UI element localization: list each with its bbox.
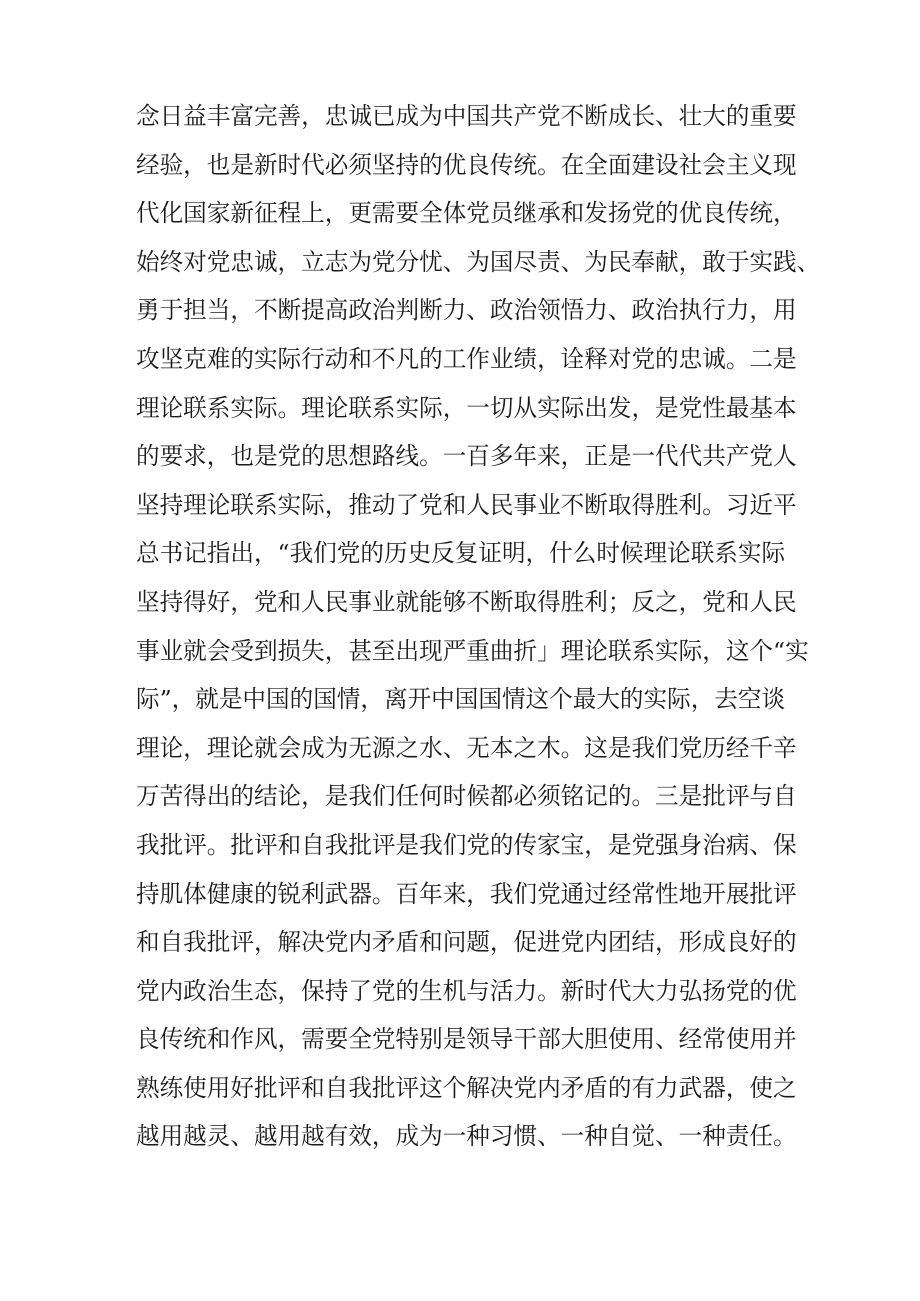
text-line: 理论，理论就会成为无源之水、无本之木。这是我们党历经千辛 <box>136 733 797 762</box>
text-line: 坚持得好，党和人民事业就能够不断取得胜利；反之，党和人民 <box>136 587 797 616</box>
text-line: 勇于担当，不断提高政治判断力、政治领悟力、政治执行力，用 <box>136 296 797 325</box>
text-line: 万苦得出的结论，是我们任何时候都必须铭记的。三是批评与自 <box>136 782 797 811</box>
text-line: 总书记指出，“我们党的历史反复证明，什么时候理论联系实际 <box>136 539 786 568</box>
text-line: 坚持理论联系实际，推动了党和人民事业不断取得胜利。习近平 <box>136 490 797 519</box>
text-line: 经验，也是新时代必须坚持的优良传统。在全面建设社会主义现 <box>136 150 797 179</box>
text-line: 我批评。批评和自我批评是我们党的传家宝，是党强身治病、保 <box>136 830 797 859</box>
text-line: 代化国家新征程上，更需要全体党员继承和发扬党的优良传统， <box>136 199 797 228</box>
text-line: 事业就会受到损失，甚至出现严重曲折」理论联系实际，这个“实 <box>136 636 809 665</box>
text-line: 攻坚克难的实际行动和不凡的工作业绩，诠释对党的忠诚。二是 <box>136 344 797 373</box>
text-line: 念日益丰富完善，忠诚已成为中国共产党不断成长、壮大的重要 <box>136 102 797 130</box>
text-line: 始终对党忠诚，立志为党分忧、为国尽责、为民奉献，敢于实践、 <box>136 247 821 276</box>
body-paragraph <box>136 99 821 1168</box>
text-line: 和自我批评，解决党内矛盾和问题，促进党内团结，形成良好的 <box>136 928 797 957</box>
text-line: 际”，就是中国的国情，离开中国国情这个最大的实际，去空谈 <box>136 685 786 714</box>
text-line: 熟练使用好批评和自我批评这个解决党内矛盾的有力武器，使之 <box>136 1073 797 1102</box>
text-line: 理论联系实际。理论联系实际，一切从实际出发，是党性最基本 <box>136 393 797 422</box>
text-line: 越用越灵、越用越有效，成为一种习惯、一种自觉、一种责任。 <box>136 1122 797 1151</box>
text-line: 良传统和作风，需要全党特别是领导干部大胆使用、经常使用并 <box>136 1025 797 1054</box>
text-line: 党内政治生态，保持了党的生机与活力。新时代大力弘扬党的优 <box>136 976 797 1005</box>
text-line: 的要求，也是党的思想路线。一百多年来，正是一代代共产党人 <box>136 442 797 471</box>
text-line: 持肌体健康的锐利武器。百年来，我们党通过经常性地开展批评 <box>136 879 797 908</box>
